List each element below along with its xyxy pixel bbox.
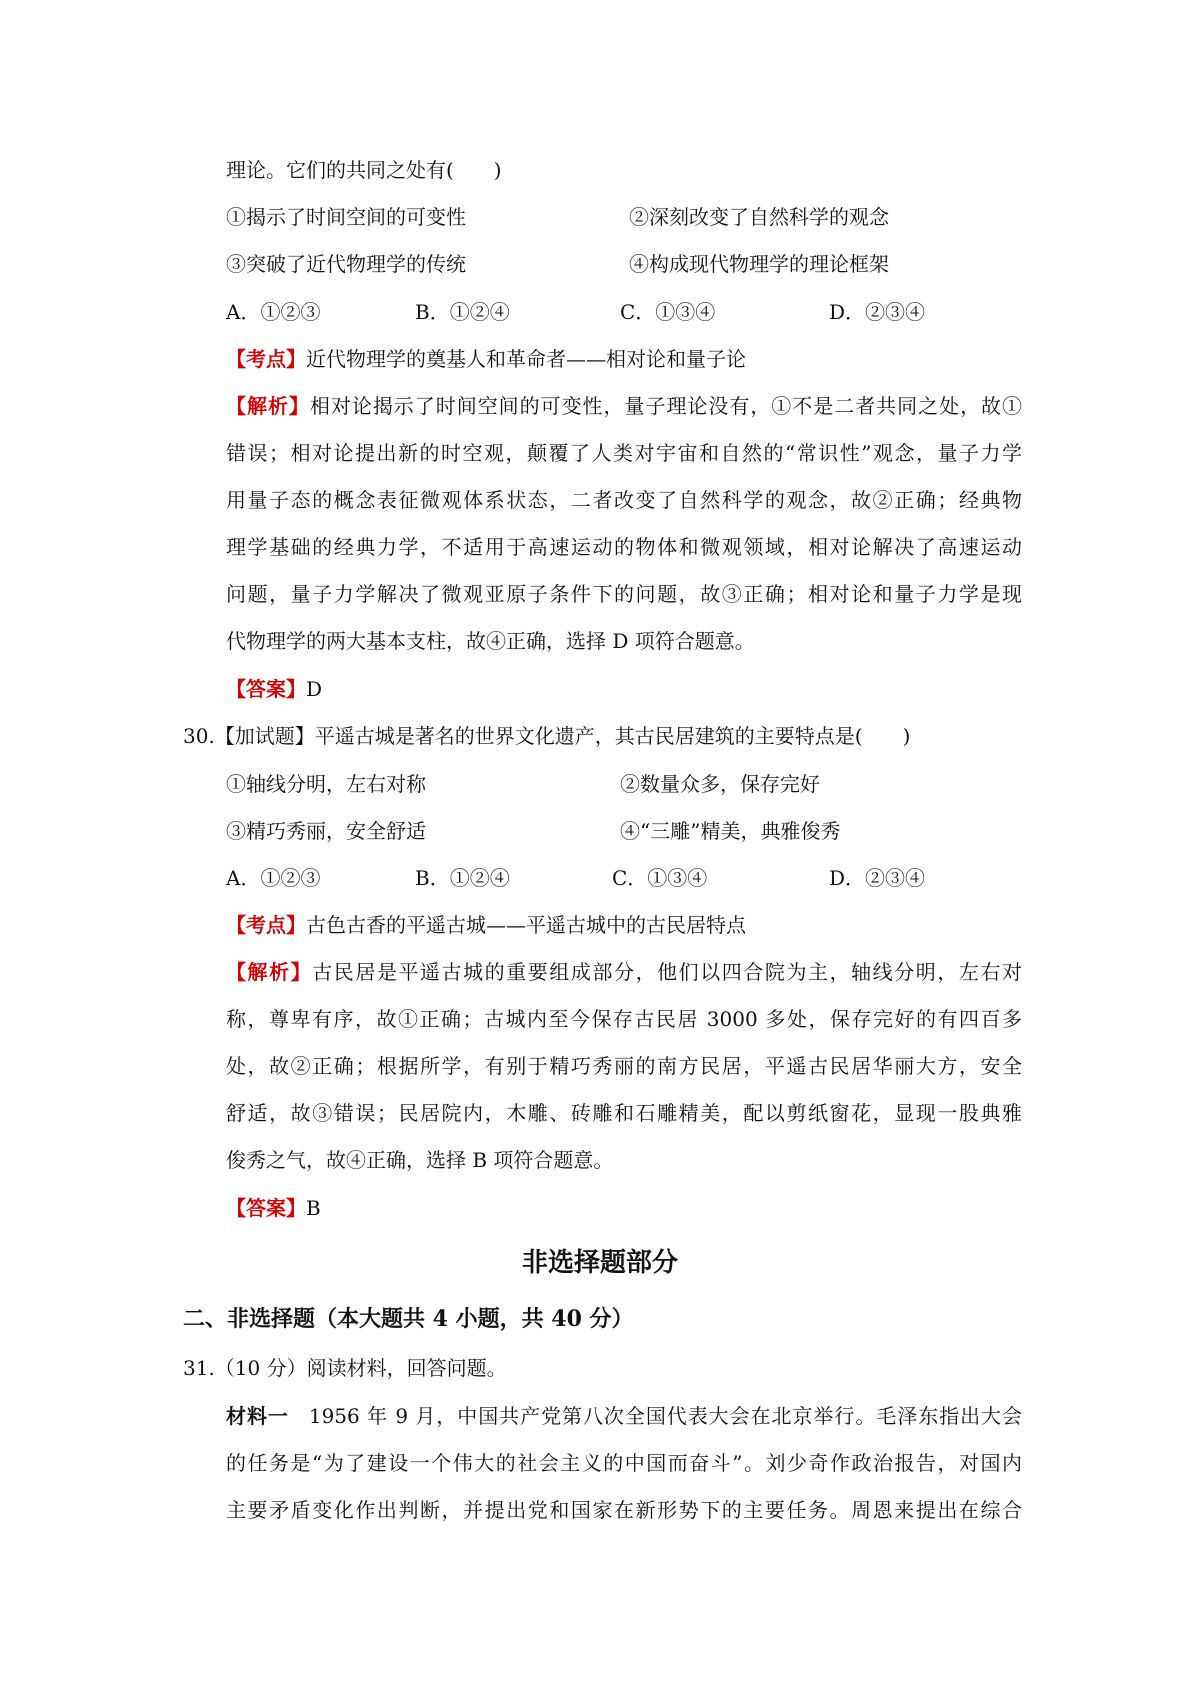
section-title: 非选择题部分 (521, 1248, 678, 1278)
q29-stem-tail: 理论。它们的共同之处有( ) (226, 158, 502, 182)
q30-jiexi-line-2: 称，尊卑有序，故①正确；古城内至今保存古民居 3000 多处，保存完好的有四百多 (226, 1007, 1022, 1031)
part2-heading: 二、非选择题（本大题共 4 小题，共 40 分） (183, 1306, 634, 1332)
q30-kaodian (226, 911, 746, 939)
q30-jiexi-line-5: 俊秀之气，故④正确，选择 B 项符合题意。 (226, 1148, 614, 1172)
q29-item-2: ②深刻改变了自然科学的观念 (629, 205, 889, 229)
jiexi-tag: 【解析】 (226, 394, 310, 418)
q30-option-d: D．②③④ (829, 866, 926, 890)
q31-stem: 31.（10 分）阅读材料，回答问题。 (183, 1356, 507, 1380)
jiexi-text: 古民居是平遥古城的重要组成部分，他们以四合院为主，轴线分明，左右对 (312, 960, 1023, 984)
q29-jiexi-line-3: 用量子态的概念表征微观体系状态，二者改变了自然科学的观念，故②正确；经典物 (226, 488, 1022, 512)
q30-item-1: ①轴线分明，左右对称 (226, 772, 426, 796)
q31-material-line-2: 的任务是“为了建设一个伟大的社会主义的中国而奋斗”。刘少奇作政治报告，对国内 (226, 1451, 1022, 1475)
kaodian-text: 古色古香的平遥古城——平遥古城中的古民居特点 (306, 913, 746, 937)
kaodian-tag: 【考点】 (226, 347, 306, 371)
q30-jiexi-line-3: 处，故②正确；根据所学，有别于精巧秀丽的南方民居，平遥古民居华丽大方，安全 (226, 1054, 1022, 1078)
q30-jiexi-line-4: 舒适，故③错误；民居院内，木雕、砖雕和石雕精美，配以剪纸窗花，显现一股典雅 (226, 1101, 1022, 1125)
q30-jiexi-line-1 (226, 958, 1022, 986)
q30-stem: 30.【加试题】平遥古城是著名的世界文化遗产，其古民居建筑的主要特点是( ) (183, 724, 911, 748)
jiexi-tag: 【解析】 (226, 960, 313, 984)
q29-jiexi-line-4: 理学基础的经典力学，不适用于高速运动的物体和微观领域，相对论解决了高速运动 (226, 535, 1022, 559)
q29-option-a: A．①②③ (226, 300, 321, 324)
q30-item-2: ②数量众多，保存完好 (620, 772, 820, 796)
q30-item-3: ③精巧秀丽，安全舒适 (226, 819, 426, 843)
q31-material-line-1 (226, 1402, 1022, 1430)
q30-answer (226, 1194, 321, 1222)
q30-option-b: B．①②④ (415, 866, 510, 890)
q29-option-b: B．①②④ (415, 300, 510, 324)
q30-option-c: C．①③④ (612, 866, 708, 890)
answer-value: B (306, 1196, 321, 1220)
kaodian-tag: 【考点】 (226, 913, 306, 937)
q29-option-d: D．②③④ (829, 300, 926, 324)
material-label: 材料一 (226, 1404, 289, 1428)
q29-item-3: ③突破了近代物理学的传统 (226, 252, 466, 276)
kaodian-text: 近代物理学的奠基人和革命者——相对论和量子论 (306, 347, 746, 371)
q30-item-4: ④“三雕”精美，典雅俊秀 (620, 819, 841, 843)
material-text: 1956 年 9 月，中国共产党第八次全国代表大会在北京举行。毛泽东指出大会 (308, 1404, 1022, 1428)
q29-jiexi-line-6: 代物理学的两大基本支柱，故④正确，选择 D 项符合题意。 (226, 629, 755, 653)
q29-answer (226, 675, 322, 703)
q31-material-line-3: 主要矛盾变化作出判断，并提出党和国家在新形势下的主要任务。周恩来提出在综合 (226, 1498, 1022, 1522)
q29-jiexi-line-1 (226, 392, 1022, 420)
q29-option-c: C．①③④ (620, 300, 716, 324)
q29-item-4: ④构成现代物理学的理论框架 (629, 252, 889, 276)
q29-jiexi-line-5: 问题，量子力学解决了微观亚原子条件下的问题，故③正确；相对论和量子力学是现 (226, 582, 1022, 606)
q29-kaodian (226, 345, 746, 373)
jiexi-text: 相对论揭示了时间空间的可变性，量子理论没有，①不是二者共同之处，故① (309, 394, 1023, 418)
q29-jiexi-line-2: 错误；相对论提出新的时空观，颠覆了人类对宇宙和自然的“常识性”观念，量子力学 (226, 441, 1022, 465)
answer-value: D (306, 677, 323, 701)
answer-tag: 【答案】 (226, 677, 306, 701)
q30-option-a: A．①②③ (226, 866, 321, 890)
q29-item-1: ①揭示了时间空间的可变性 (226, 205, 466, 229)
answer-tag: 【答案】 (226, 1196, 306, 1220)
